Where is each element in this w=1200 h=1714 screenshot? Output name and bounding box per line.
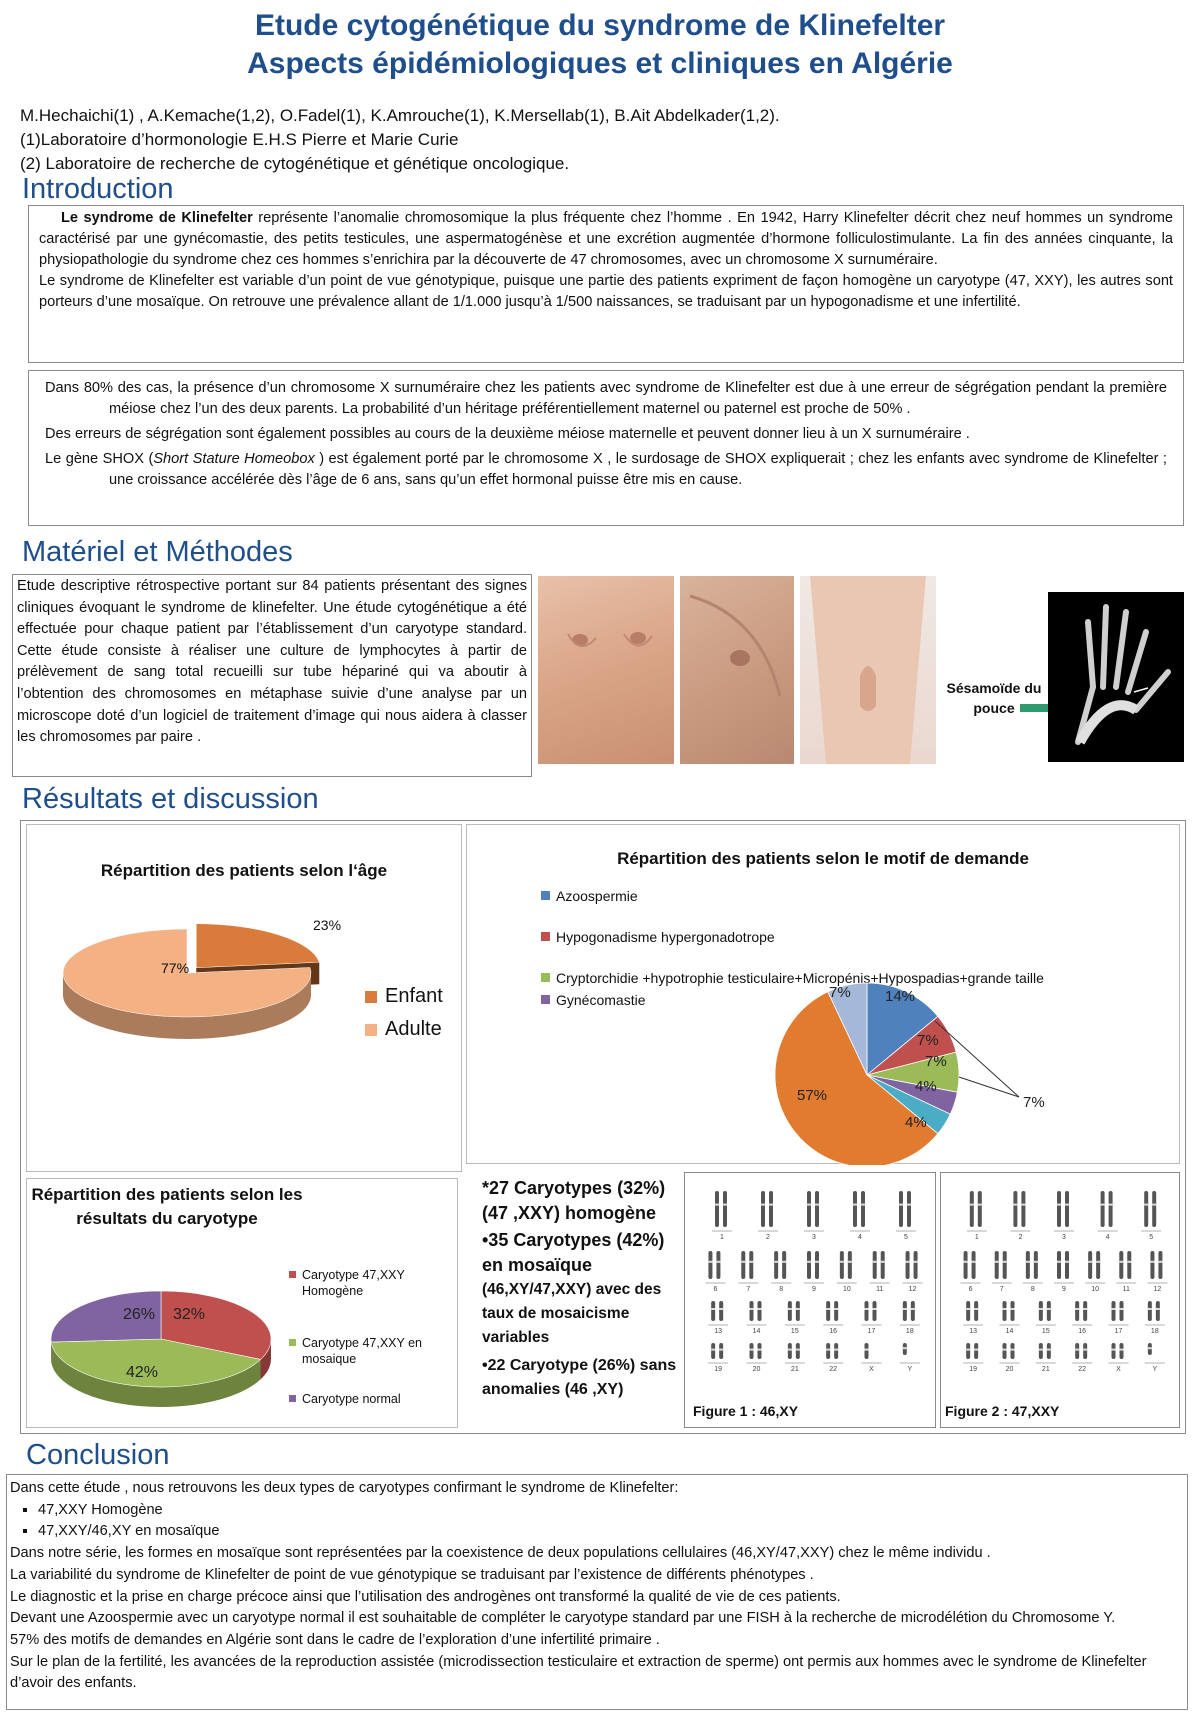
chromosome-pair-17 bbox=[862, 1301, 882, 1335]
chromosome-pair-15 bbox=[1036, 1301, 1056, 1335]
svg-text:16: 16 bbox=[829, 1328, 838, 1335]
svg-text:X: X bbox=[1116, 1366, 1121, 1373]
karyotype-legend bbox=[289, 1267, 459, 1407]
legend-item-hypogonadisme: Hypogonadisme hypergonadotrope bbox=[541, 928, 1101, 946]
poster-title-line1: Etude cytogénétique du syndrome de Klinefelter bbox=[254, 9, 946, 42]
motif-data-label-cryptorchidie: 7% bbox=[925, 1053, 947, 1070]
figure-1-caption: Figure 1 : 46,XY bbox=[693, 1403, 799, 1419]
motif-chart-panel bbox=[466, 824, 1180, 1164]
chromosome-pair-3 bbox=[1054, 1191, 1074, 1241]
svg-text:13: 13 bbox=[969, 1328, 978, 1335]
svg-text:3: 3 bbox=[1062, 1234, 1066, 1241]
chest-side-drawing bbox=[680, 576, 794, 764]
chromosome-pair-6 bbox=[961, 1251, 981, 1293]
legend-item-azoospermie: Azoospermie bbox=[541, 887, 1101, 905]
sesamoid-label: Sésamoïde du pouce bbox=[946, 680, 1042, 716]
age-data-label-enfant: 23% bbox=[313, 917, 342, 933]
chromosome-pair-5 bbox=[1141, 1191, 1161, 1241]
svg-text:12: 12 bbox=[1153, 1286, 1162, 1293]
svg-text:13: 13 bbox=[714, 1328, 723, 1335]
chromosome-pair-Y bbox=[900, 1343, 920, 1373]
legend-swatch bbox=[365, 991, 377, 1003]
chromosome-pair-18 bbox=[900, 1301, 920, 1335]
motif-data-label-autre-4: 4% bbox=[905, 1114, 927, 1131]
svg-text:9: 9 bbox=[812, 1286, 816, 1293]
chromosome-pair-8 bbox=[1023, 1251, 1043, 1293]
chromosome-pair-16 bbox=[823, 1301, 843, 1335]
svg-text:4: 4 bbox=[858, 1234, 862, 1241]
karyotype-chart-panel bbox=[26, 1178, 458, 1428]
svg-text:15: 15 bbox=[790, 1328, 799, 1335]
leader-line bbox=[959, 1077, 1019, 1097]
conclusion-p2: La variabilité du syndrome de Klinefelter de point de vue génotypique se traduisant par l’existence de différents phénotypes . bbox=[10, 1566, 814, 1583]
svg-text:7: 7 bbox=[746, 1286, 751, 1293]
svg-text:6: 6 bbox=[713, 1286, 718, 1293]
chromosome-pair-13 bbox=[963, 1301, 983, 1335]
affiliation-1: (1)Laboratoire d’hormonologie E.H.S Pierre et Marie Curie bbox=[20, 130, 459, 149]
chromosome-pair-5 bbox=[896, 1191, 916, 1241]
legend-item-cryptorchidie: Cryptorchidie +hypotrophie testiculaire+Micropénis+Hypospadias+grande taille bbox=[541, 969, 1071, 987]
chromosome-pair-20 bbox=[747, 1343, 767, 1373]
summary-mosaique-detail: (46,XY/47,XXY) avec des taux de mosaicisme variables bbox=[482, 1281, 662, 1346]
chromosome-pair-19 bbox=[963, 1343, 983, 1373]
chromosome-pair-18 bbox=[1145, 1301, 1165, 1335]
age-legend bbox=[365, 985, 443, 1041]
summary-normal: •22 Caryotype (26%) sans anomalies (46 ,XY) bbox=[482, 1357, 677, 1398]
conclusion-heading: Conclusion bbox=[26, 1439, 170, 1471]
chromosome-pair-1 bbox=[967, 1191, 987, 1241]
chromosome-pair-10 bbox=[1085, 1251, 1105, 1293]
chromosome-pair-1 bbox=[712, 1191, 732, 1241]
chromosome-pair-4 bbox=[1098, 1191, 1118, 1241]
chromosome-pair-13 bbox=[708, 1301, 728, 1335]
chromosome-pair-6 bbox=[705, 1251, 725, 1293]
svg-text:7: 7 bbox=[999, 1286, 1004, 1293]
genital-photo bbox=[800, 576, 936, 764]
figure-1-panel bbox=[684, 1172, 936, 1428]
chromosome-pair-12 bbox=[1147, 1251, 1167, 1293]
figure-2-caption: Figure 2 : 47,XXY bbox=[945, 1403, 1060, 1419]
chromosome-pair-21 bbox=[785, 1343, 805, 1373]
svg-text:22: 22 bbox=[829, 1366, 838, 1373]
results-heading: Résultats et discussion bbox=[22, 783, 319, 815]
chromosome-pair-9 bbox=[804, 1251, 824, 1293]
karyo-data-label-normal: 26% bbox=[123, 1306, 156, 1323]
svg-text:Y: Y bbox=[907, 1366, 913, 1373]
svg-text:8: 8 bbox=[779, 1286, 784, 1293]
svg-text:10: 10 bbox=[842, 1286, 851, 1293]
svg-text:Y: Y bbox=[1152, 1366, 1158, 1373]
conclusion-p1: Dans notre série, les formes en mosaïque sont représentées par la coexistence de deux populations cellulaires (46,XY/47,XXY) chez le même individu . bbox=[10, 1545, 991, 1562]
introduction-box-2 bbox=[28, 370, 1184, 526]
chromosome-pair-7 bbox=[738, 1251, 758, 1293]
motif-data-label-principal-57: 57% bbox=[797, 1087, 828, 1104]
svg-text:5: 5 bbox=[904, 1234, 908, 1241]
chromosome-pair-Y bbox=[1145, 1343, 1165, 1373]
intro-paragraph-1: représente l’anomalie chromosomique la plus fréquente chez l’homme . En 1942, Harry Klinefelter décrit chez neuf hommes un syndrome caractérisé par une gynécomastie, des petits testicules, une aspermatogénèse et une excrétion augmentée d’hormone folliculostimulante. La fin des années cinquante, la physiopathologie du syndrome chez ces hommes s’enrichira par la découverte de 47 chromosomes, avec un chromosome X surnuméraire. bbox=[39, 210, 1173, 268]
conclusion-bullet-2: ▪ 47,XXY/46,XY en mosaïque bbox=[38, 1521, 1184, 1543]
svg-text:17: 17 bbox=[1114, 1328, 1123, 1335]
svg-text:16: 16 bbox=[1078, 1328, 1087, 1335]
chromosome-pair-17 bbox=[1109, 1301, 1129, 1335]
motif-chart-title: Répartition des patients selon le motif de demande bbox=[617, 849, 1029, 868]
svg-text:14: 14 bbox=[1005, 1328, 1014, 1335]
chromosome-pair-20 bbox=[1000, 1343, 1020, 1373]
chromosome-pair-4 bbox=[850, 1191, 870, 1241]
chromosome-pair-19 bbox=[708, 1343, 728, 1373]
conclusion-p4: Devant une Azoospermie avec un caryotype normal il est souhaitable de compléter le caryotype standard par une FISH à la recherche de microdélétion du Chromosome Y. bbox=[10, 1610, 1116, 1627]
karyo-data-label-homogene: 32% bbox=[173, 1306, 206, 1323]
chromosome-pair-22 bbox=[823, 1343, 843, 1373]
motif-data-label-gynecomastie: 4% bbox=[915, 1078, 937, 1095]
chromosome-pair-8 bbox=[771, 1251, 791, 1293]
svg-text:2: 2 bbox=[766, 1234, 770, 1241]
karyotype-47xxy-image bbox=[941, 1173, 1179, 1399]
methods-box bbox=[12, 574, 532, 777]
legend-item-gynecomastie: Gynécomastie bbox=[541, 991, 1101, 1009]
chromosome-pair-X bbox=[862, 1343, 882, 1373]
introduction-box-1 bbox=[28, 205, 1184, 363]
svg-text:8: 8 bbox=[1030, 1286, 1035, 1293]
motif-data-label-outside: 7% bbox=[1023, 1094, 1045, 1111]
motif-data-label-azoospermie: 14% bbox=[885, 988, 916, 1005]
age-data-label-adulte: 77% bbox=[161, 960, 190, 976]
chromosome-pair-16 bbox=[1072, 1301, 1092, 1335]
legend-item-adulte: Adulte bbox=[365, 1018, 443, 1041]
svg-text:5: 5 bbox=[1149, 1234, 1154, 1241]
svg-text:12: 12 bbox=[908, 1286, 917, 1293]
chromosome-pair-14 bbox=[747, 1301, 767, 1335]
svg-text:20: 20 bbox=[752, 1366, 761, 1373]
karyotype-46xy-image bbox=[685, 1173, 935, 1399]
conclusion-p5: 57% des motifs de demandes en Algérie sont dans le cadre de l’exploration d’une infertilité primaire . bbox=[10, 1631, 660, 1648]
intro-paragraph-5: Le gène SHOX (Short Stature Homeobox ) est également porté par le chromosome X , le surdosage de SHOX expliquerait ; chez les enfants avec syndrome de Klinefelter ; une croissance accélérée dès l’âge de 6 ans, sans qu’un effet hormonal puisse être mis en cause. bbox=[45, 451, 1167, 488]
motif-data-label-autre-7: 7% bbox=[829, 984, 851, 1001]
svg-text:4: 4 bbox=[1105, 1234, 1110, 1241]
svg-text:20: 20 bbox=[1005, 1366, 1014, 1373]
svg-text:6: 6 bbox=[968, 1286, 973, 1293]
methods-heading: Matériel et Méthodes bbox=[22, 536, 293, 568]
svg-text:14: 14 bbox=[752, 1328, 761, 1335]
conclusion-bullet-1: ▪ 47,XXY Homogène bbox=[38, 1500, 1184, 1522]
karyo-data-label-mosaique: 42% bbox=[126, 1364, 159, 1381]
poster-title-line2: Aspects épidémiologiques et cliniques en Algérie bbox=[247, 47, 953, 80]
conclusion-box bbox=[6, 1474, 1188, 1710]
chromosome-pair-11 bbox=[1116, 1251, 1136, 1293]
svg-text:11: 11 bbox=[876, 1286, 884, 1293]
arrow-right-icon bbox=[1020, 704, 1048, 712]
legend-item-enfant: Enfant bbox=[365, 985, 443, 1008]
svg-text:10: 10 bbox=[1091, 1286, 1100, 1293]
chest-photo-drawing bbox=[538, 576, 674, 764]
chromosome-pair-12 bbox=[903, 1251, 923, 1293]
svg-text:21: 21 bbox=[790, 1366, 799, 1373]
svg-text:18: 18 bbox=[1150, 1328, 1159, 1335]
hand-xray-drawing bbox=[1048, 592, 1184, 762]
affiliation-2: (2) Laboratoire de recherche de cytogénétique et génétique oncologique. bbox=[20, 154, 570, 173]
legend-item-mosaique: Caryotype 47,XXY en mosaique bbox=[289, 1335, 459, 1367]
svg-text:11: 11 bbox=[1122, 1286, 1130, 1293]
conclusion-p3: Le diagnostic et la prise en charge précoce ainsi que l’utilisation des androgènes ont transformé la qualité de vie de ces patients. bbox=[10, 1588, 841, 1605]
karyotype-chart-title: Répartition des patients selon les résultats du caryotype bbox=[31, 1185, 303, 1228]
svg-text:21: 21 bbox=[1041, 1366, 1050, 1373]
chromosome-pair-2 bbox=[758, 1191, 778, 1241]
conclusion-p6: Sur le plan de la fertilité, les avancées de la reproduction assistée (microdissection testiculaire et extraction de sperme) ont permis aux hommes avec le syndrome de Klinefelter d’avoir des enfants. bbox=[10, 1653, 1147, 1692]
figure-2-panel bbox=[940, 1172, 1180, 1428]
svg-text:3: 3 bbox=[812, 1234, 816, 1241]
chromosome-pair-10 bbox=[837, 1251, 857, 1293]
chromosome-pair-22 bbox=[1072, 1343, 1092, 1373]
motif-data-label-hypogonadisme: 7% bbox=[917, 1032, 939, 1049]
conclusion-list bbox=[10, 1500, 1184, 1543]
chromosome-pair-11 bbox=[870, 1251, 890, 1293]
chromosome-pair-7 bbox=[992, 1251, 1012, 1293]
svg-text:17: 17 bbox=[867, 1328, 876, 1335]
svg-text:1: 1 bbox=[720, 1234, 724, 1241]
svg-text:18: 18 bbox=[905, 1328, 914, 1335]
chromosome-pair-2 bbox=[1010, 1191, 1030, 1241]
chromosome-pair-21 bbox=[1036, 1343, 1056, 1373]
svg-text:X: X bbox=[869, 1366, 874, 1373]
chromosome-pair-14 bbox=[1000, 1301, 1020, 1335]
genital-photo-drawing bbox=[800, 576, 936, 764]
intro-paragraph-3: Dans 80% des cas, la présence d’un chromosome X surnuméraire chez les patients avec syndrome de Klinefelter est due à une erreur de ségrégation pendant la première méiose chez l’un des deux parents. La probabilité d’un héritage préférentiellement maternel ou paternel est proche de 50% . bbox=[45, 380, 1167, 417]
intro-bold-term: Le syndrome de Klinefelter bbox=[61, 210, 253, 226]
svg-text:22: 22 bbox=[1078, 1366, 1087, 1373]
chest-photo-side bbox=[680, 576, 794, 764]
intro-paragraph-4: Des erreurs de ségrégation sont également possibles au cours de la deuxième méiose maternelle et peuvent donner lieu à un X surnuméraire . bbox=[45, 426, 970, 442]
karyotype-pie-chart bbox=[31, 1269, 291, 1429]
motif-pie-chart bbox=[467, 825, 1181, 1165]
legend-item-homogene: Caryotype 47,XXY Homogène bbox=[289, 1267, 459, 1299]
authors: M.Hechaichi(1) , A.Kemache(1,2), O.Fadel(1), K.Amrouche(1), K.Mersellab(1), B.Ait Abdelkader(1,2). bbox=[20, 106, 780, 125]
chromosome-pair-3 bbox=[804, 1191, 824, 1241]
svg-text:2: 2 bbox=[1018, 1234, 1023, 1241]
karyotype-summary bbox=[482, 1176, 678, 1402]
svg-text:19: 19 bbox=[714, 1366, 723, 1373]
chromosome-pair-X bbox=[1109, 1343, 1129, 1373]
chromosome-pair-15 bbox=[785, 1301, 805, 1335]
chest-photo-front bbox=[538, 576, 674, 764]
svg-text:9: 9 bbox=[1062, 1286, 1066, 1293]
legend-item-normal: Caryotype normal bbox=[289, 1391, 459, 1407]
hand-xray-image bbox=[1048, 592, 1184, 762]
conclusion-intro: Dans cette étude , nous retrouvons les deux types de caryotypes confirmant le syndrome de Klinefelter: bbox=[10, 1480, 679, 1496]
methods-text: Etude descriptive rétrospective portant sur 84 patients présentant des signes cliniques évoquant le syndrome de klinefelter. Une étude cytogénétique a été effectuée pour chaque patient par l’établissement d’un caryotype standard. Cette étude consiste à réaliser une culture de lymphocytes à partir de prélèvement de sang total recueilli sur tube hépariné qui va aboutir à l’obtention des chromosomes en métaphase suivie d’une analyse par un microscope doté d’un logiciel de traitement d’image qui nous aidera à classer les chromosomes par paire . bbox=[17, 578, 527, 746]
intro-paragraph-2: Le syndrome de Klinefelter est variable d’un point de vue génotypique, puisque une partie des patients expriment de façon homogène un caryotype (47, XXY), les autres sont porteurs d’une mosaïque. On retrouve une prévalence allant de 1/1.000 jusqu’à 1/500 naissances, se traduisant par un hypogonadisme et une infertilité. bbox=[39, 273, 1173, 310]
svg-text:19: 19 bbox=[969, 1366, 978, 1373]
svg-text:15: 15 bbox=[1041, 1328, 1050, 1335]
age-chart-panel bbox=[26, 824, 462, 1172]
introduction-heading: Introduction bbox=[22, 173, 174, 205]
summary-homogene: *27 Caryotypes (32%) (47 ,XXY) homogène bbox=[482, 1178, 666, 1223]
chromosome-pair-9 bbox=[1054, 1251, 1074, 1293]
legend-swatch bbox=[365, 1024, 377, 1036]
age-chart-title: Répartition des patients selon l‘âge bbox=[100, 861, 388, 880]
summary-mosaique: •35 Caryotypes (42%) en mosaïque bbox=[482, 1230, 665, 1275]
svg-text:1: 1 bbox=[974, 1234, 979, 1241]
